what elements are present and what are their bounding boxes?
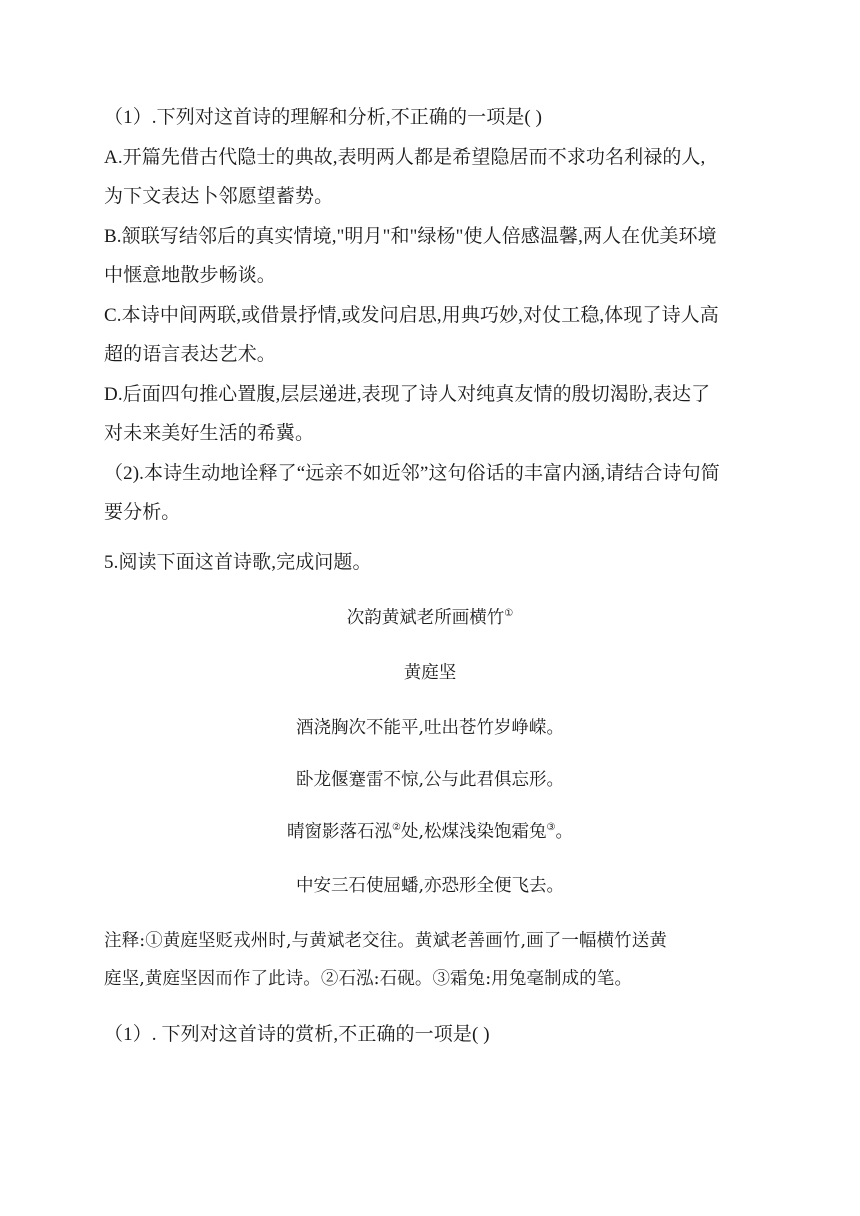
q4-subquestion-2-line-1: （2).本诗生动地诠释了“远亲不如近邻”这句俗话的丰富内涵,请结合诗句简 <box>104 463 720 484</box>
poem-title-text: 次韵黄斌老所画横竹 <box>346 608 505 628</box>
q4-subquestion-2-line-2: 要分析。 <box>104 502 181 523</box>
poem-verse-2: 卧龙偃蹇雷不惊,公与此君俱忘形。 <box>295 770 565 790</box>
q4-option-c-line-1: C.本诗中间两联,或借景抒情,或发问启思,用典巧妙,对仗工稳,体现了诗人高 <box>104 305 719 326</box>
poem-notes-line-2: 庭坚,黄庭坚因而作了此诗。②石泓:石砚。③霜兔:用兔毫制成的笔。 <box>104 969 633 989</box>
poem-verse-3 <box>0 820 860 844</box>
q4-option-c-line-2: 超的语言表达艺术。 <box>104 344 276 365</box>
q4-option-a-line-1: A.开篇先借古代隐士的典故,表明两人都是希望隐居而不求功名利禄的人, <box>104 147 706 168</box>
poem-verse-3-part-c: 。 <box>555 822 573 842</box>
footnote-marker-1: ① <box>504 608 514 619</box>
poem-notes-line-1: 注释:①黄庭坚贬戎州时,与黄斌老交往。黄斌老善画竹,画了一幅横竹送黄 <box>104 931 667 951</box>
poem-title <box>0 606 860 630</box>
q4-option-b-line-2: 中惬意地散步畅谈。 <box>104 265 276 286</box>
q4-option-d-line-2: 对未来美好生活的希冀。 <box>104 423 315 444</box>
q4-subquestion-1: （1）.下列对这首诗的理解和分析,不正确的一项是( ) <box>104 107 543 128</box>
poem-verse-3-part-b: 处,松煤浅染饱霜兔 <box>400 822 547 842</box>
q5-subquestion-1: （1）. 下列对这首诗的赏析,不正确的一项是( ) <box>104 1024 490 1045</box>
q4-option-b-line-1: B.颔联写结邻后的真实情境,"明月"和"绿杨"使人倍感温馨,两人在优美环境 <box>104 226 717 247</box>
poem-verse-3-part-a: 晴窗影落石泓 <box>287 822 392 842</box>
poem-verse-1: 酒浇胸次不能平,吐出苍竹岁峥嵘。 <box>295 718 565 738</box>
poem-author: 黄庭坚 <box>403 663 457 683</box>
footnote-marker-3: ③ <box>546 822 556 833</box>
poem-verse-4: 中安三石使屈蟠,亦恐形全便飞去。 <box>295 876 565 896</box>
q5-prompt: 5.阅读下面这首诗歌,完成问题。 <box>104 552 372 573</box>
q4-option-d-line-1: D.后面四句推心置腹,层层递进,表现了诗人对纯真友情的殷切渴盼,表达了 <box>104 384 711 405</box>
q4-option-a-line-2: 为下文表达卜邻愿望蓄势。 <box>104 186 334 207</box>
footnote-marker-2: ② <box>392 822 401 833</box>
